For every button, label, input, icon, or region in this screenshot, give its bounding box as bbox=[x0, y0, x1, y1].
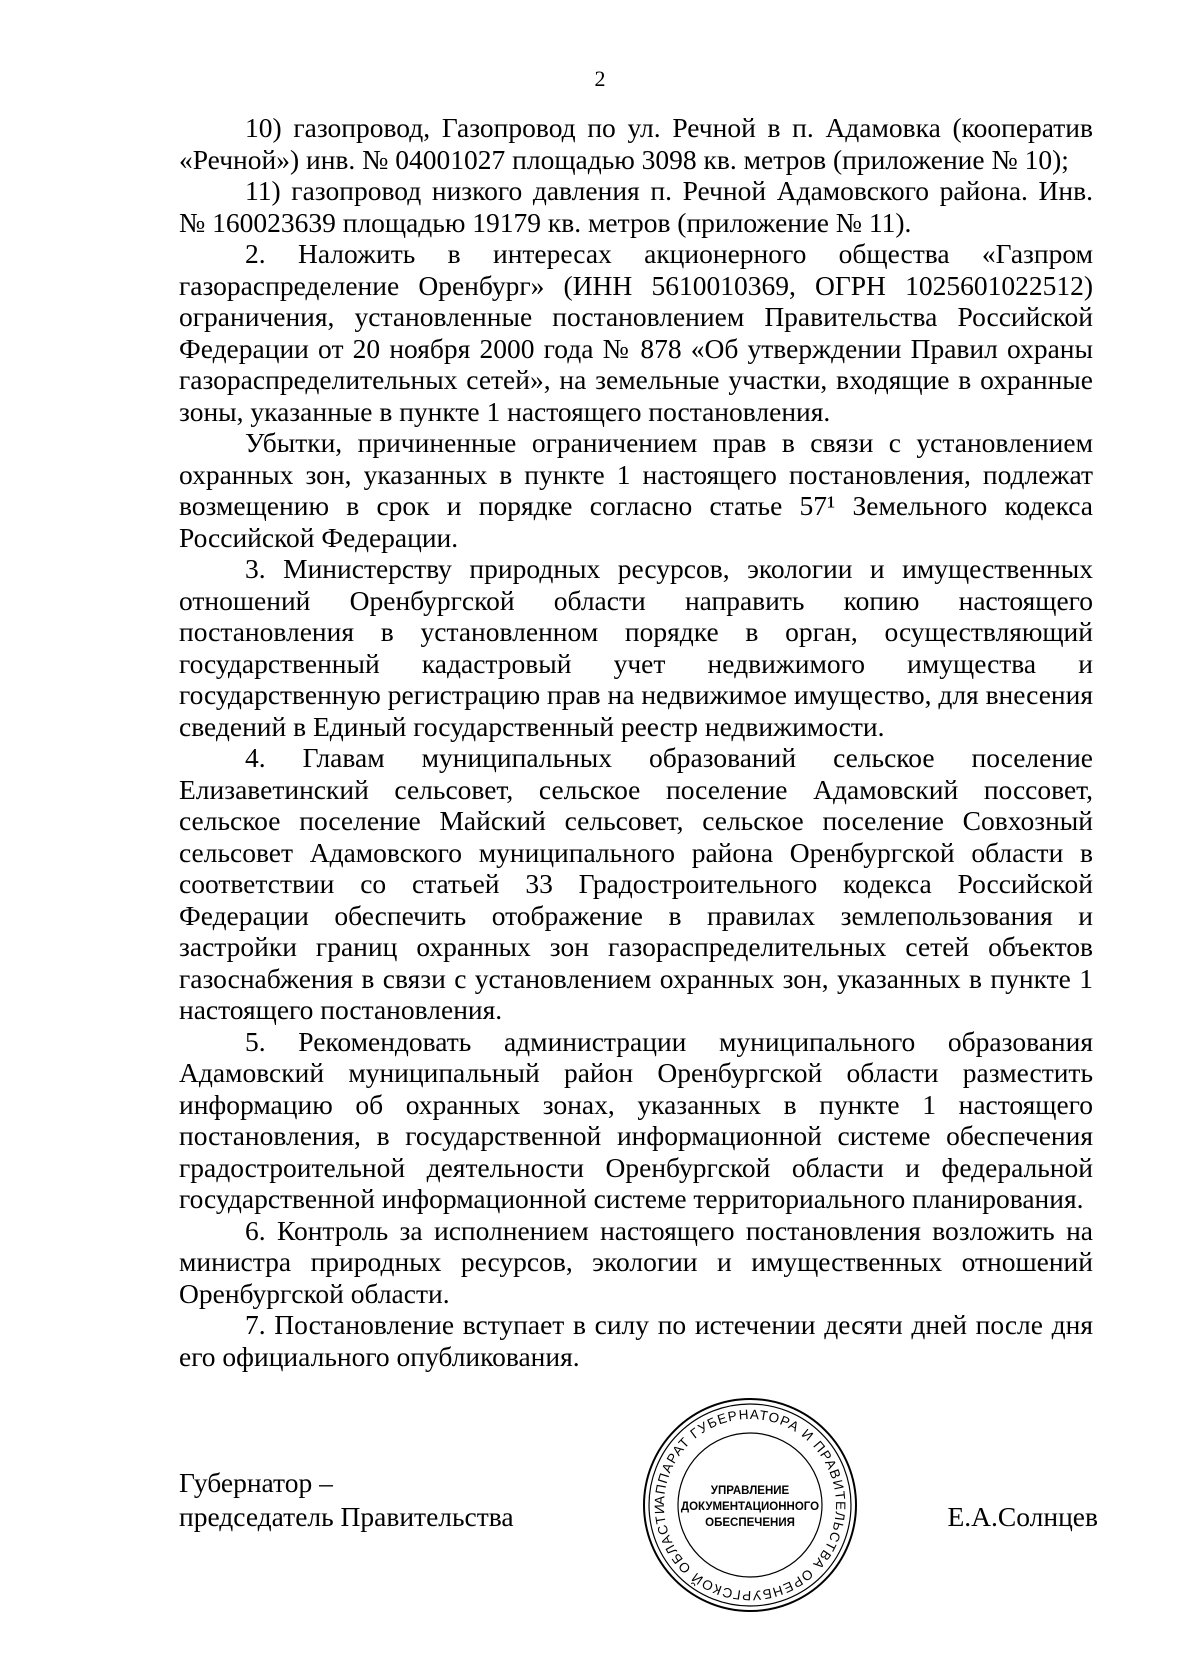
signatory-title-line1: Губернатор – bbox=[179, 1467, 333, 1498]
paragraph: 4. Главам муниципальных образований сельское поселение Елизаветинский сельсовет, сельское поселение Адамовский поссовет, сельское поселение Майский сельсовет, сельское поселение Совхозный сельсовет Адамовского муниципального района Оренбургской области в соответствии со статьей 33 Градостроительного кодекса Российской Федерации обеспечить отображение в правилах землепользования и застройки границ охранных зон газораспределительных сетей объектов газоснабжения в связи с установлением охранных зон, указанных в пункте 1 настоящего постановления. bbox=[179, 742, 1093, 1025]
signatory-title bbox=[179, 1466, 514, 1534]
paragraph: 7. Постановление вступает в силу по истечении десяти дней после дня его официального опубликования. bbox=[179, 1309, 1093, 1372]
seal-center-line2: ДОКУМЕНТАЦИОННОГО bbox=[680, 1501, 820, 1513]
paragraph: 6. Контроль за исполнением настоящего постановления возложить на министра природных ресурсов, экологии и имущественных отношений Оренбургской области. bbox=[179, 1214, 1093, 1309]
seal-center-line3: ОБЕСПЕЧЕНИЯ bbox=[705, 1517, 795, 1529]
official-seal bbox=[640, 1395, 860, 1615]
seal-ring-text: АППАРАТ ГУБЕРНАТОРА И ПРАВИТЕЛЬСТВА ОРЕНБУРГСКОЙ ОБЛАСТИ bbox=[651, 1406, 849, 1604]
paragraph: 10) газопровод, Газопровод по ул. Речной в п. Адамовка (кооператив «Речной») инв. № 04001027 площадью 3098 кв. метров (приложение № 10); bbox=[179, 112, 1093, 175]
signatory-name: Е.А.Солнцев bbox=[947, 1501, 1098, 1532]
paragraph: 3. Министерству природных ресурсов, экологии и имущественных отношений Оренбургской области направить копию настоящего постановления в установленном порядке в орган, осуществляющий государственный кадастровый учет недвижимого имущества и государственную регистрацию прав на недвижимое имущество, для внесения сведений в Единый государственный реестр недвижимости. bbox=[179, 553, 1093, 742]
paragraph: 11) газопровод низкого давления п. Речной Адамовского района. Инв. № 160023639 площадью 19179 кв. метров (приложение № 11). bbox=[179, 175, 1093, 238]
document-body bbox=[179, 112, 1093, 1372]
page-number: 2 bbox=[594, 66, 606, 91]
paragraph: Убытки, причиненные ограничением прав в связи с установлением охранных зон, указанных в пункте 1 настоящего постановления, подлежат возмещению в срок и порядке согласно статье 57¹ Земельного кодекса Российской Федерации. bbox=[179, 427, 1093, 553]
seal-center-line1: УПРАВЛЕНИЕ bbox=[710, 1485, 790, 1497]
paragraph: 2. Наложить в интересах акционерного общества «Газпром газораспределение Оренбург» (ИНН 5610010369, ОГРН 1025601022512) ограничения, установленные постановлением Правительства Российской Федерации от 20 ноября 2000 года № 878 «Об утверждении Правил охраны газораспределительных сетей», на земельные участки, входящие в охранные зоны, указанные в пункте 1 настоящего постановления. bbox=[179, 238, 1093, 427]
signatory-title-line2: председатель Правительства bbox=[179, 1501, 514, 1532]
seal-graphic bbox=[640, 1395, 860, 1615]
paragraph: 5. Рекомендовать администрации муниципального образования Адамовский муниципальный район Оренбургской области разместить информацию об охранных зонах, указанных в пункте 1 настоящего постановления, в государственной информационной системе обеспечения градостроительной деятельности Оренбургской области и федеральной государственной информационной системе территориального планирования. bbox=[179, 1025, 1093, 1214]
